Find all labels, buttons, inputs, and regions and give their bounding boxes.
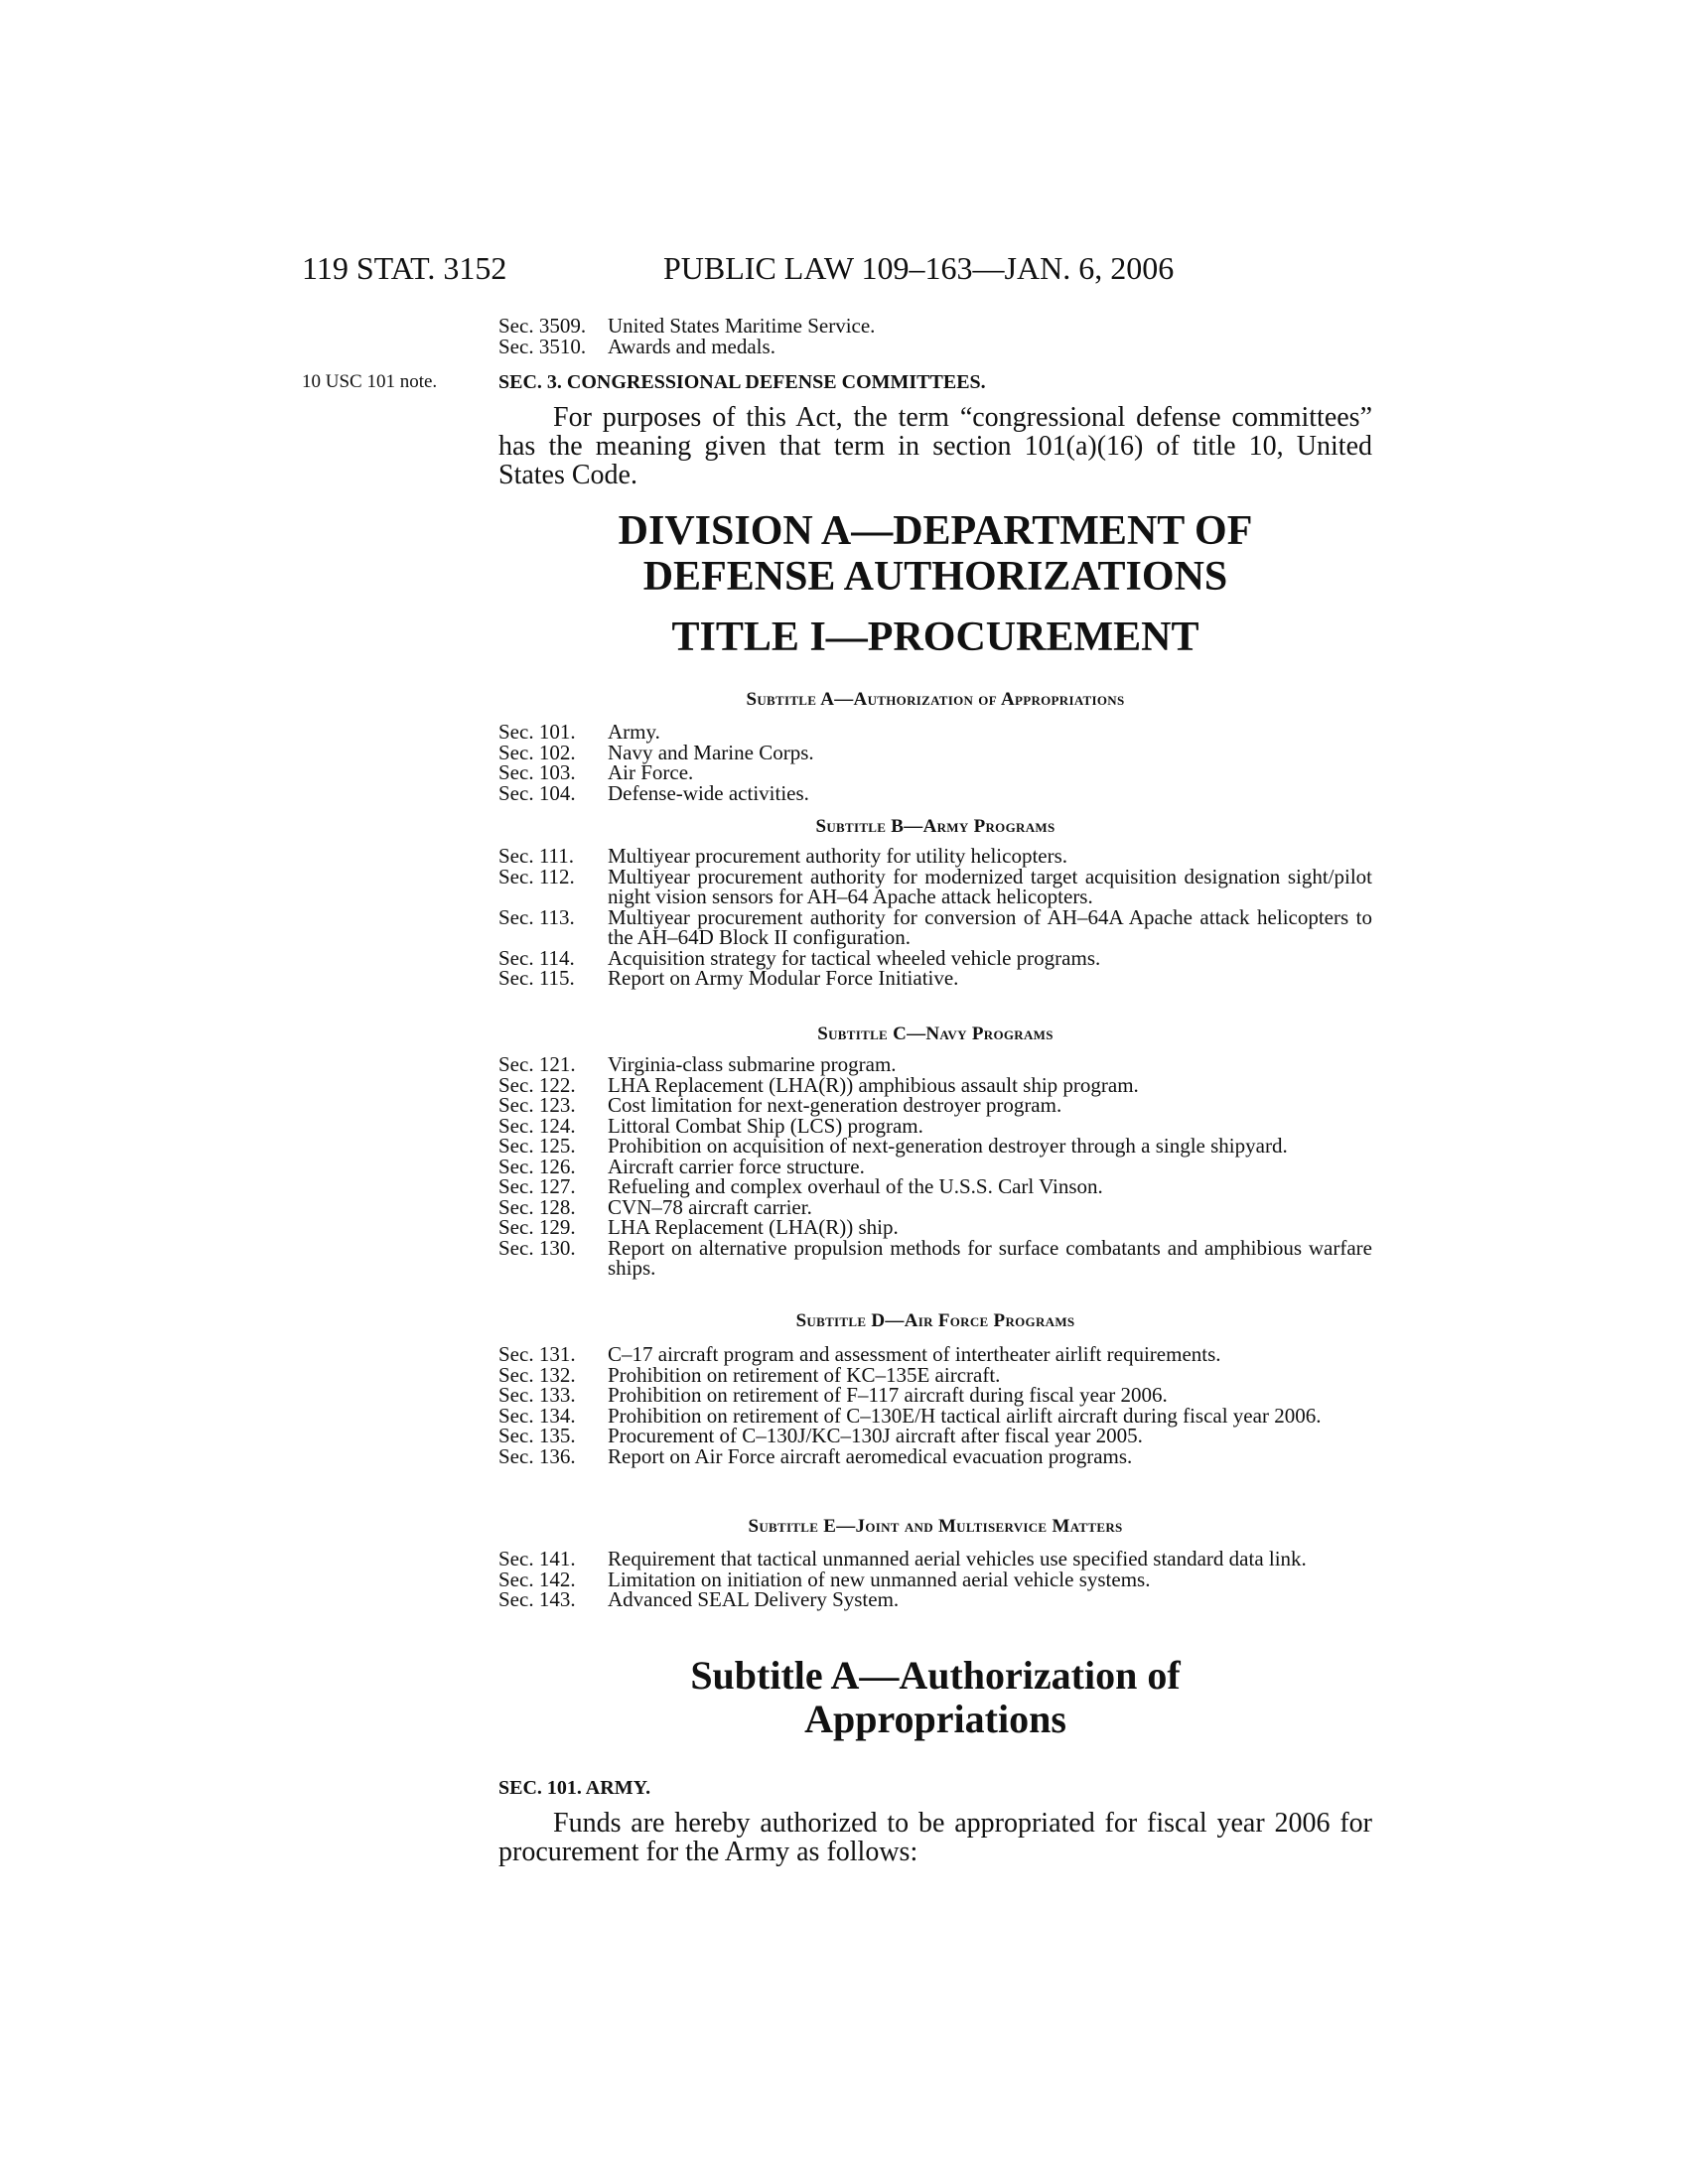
toc-item [498,1154,1372,1178]
sec3-body [498,403,1372,489]
toc-item [498,1344,1372,1365]
toc-sec-number: Sec. 115. [498,966,575,990]
subtitle-b-toc-heading: Subtitle B—Army Programs [815,816,1055,837]
toc-sec-title: Prohibition on acquisition of next-generation destroyer through a single shipyard. [608,1134,1288,1158]
toc-sec-number: Sec. 114. [498,945,575,970]
toc-sec-title: Advanced SEAL Delivery System. [608,1587,900,1611]
toc-item [498,1549,1372,1570]
toc-sec-number: Sec. 111. [498,844,575,868]
toc-item [498,1567,1372,1591]
toc-sec-title: Report on Air Force aircraft aeromedical evacuation programs. [608,1443,1133,1468]
subtitle-a-heading [498,1654,1372,1741]
toc-item [498,1113,1372,1138]
division-heading [498,508,1372,600]
division-line-2: DEFENSE AUTHORIZATIONS [642,554,1228,600]
toc-sec-title: Prohibition on retirement of C–130E/H tactical airlift aircraft during fiscal year 2006. [608,1403,1322,1428]
subtitle-d-toc [498,1344,1372,1466]
toc-item [498,1426,1372,1446]
toc-item [498,722,1372,743]
toc-item [498,1443,1372,1468]
toc-sec-title: Navy and Marine Corps. [608,740,814,764]
subtitle-b-toc [498,846,1372,989]
toc-sec-number: Sec. 143. [498,1587,576,1611]
toc-sec-number: Sec. 133. [498,1383,576,1407]
toc-sec-title: Report on Army Modular Force Initiative. [608,966,959,990]
toc-sec-number: Sec. 101. [498,720,576,744]
toc-sec-title: Virginia-class submarine program. [608,1052,897,1076]
sec3-heading: SEC. 3. CONGRESSIONAL DEFENSE COMMITTEES. [498,371,986,393]
subtitle-a-heading-line-2: Appropriations [804,1697,1066,1741]
subtitle-a-toc-heading: Subtitle A—Authorization of Appropriations [746,689,1125,710]
toc-sec-title: Prohibition on retirement of F–117 aircraft during fiscal year 2006. [608,1383,1168,1407]
toc-item [498,1176,1372,1197]
subtitle-d-toc-heading: Subtitle D—Air Force Programs [795,1310,1075,1331]
toc-item [498,1072,1372,1097]
toc-item [498,1054,1372,1075]
toc-sec-number: Sec. 141. [498,1547,576,1570]
toc-item [498,1235,1372,1280]
toc-sec-title: Requirement that tactical unmanned aerial vehicles use specified standard data link. [608,1547,1307,1570]
toc-sec-title: Army. [608,720,660,744]
toc-item [498,762,1372,783]
toc-sec-number: Sec. 112. [498,864,575,888]
toc-sec-title: Defense-wide activities. [608,780,809,805]
toc-sec-title: Procurement of C–130J/KC–130J aircraft after fiscal year 2005. [608,1424,1143,1447]
toc-sec-title: Air Force. [608,760,694,784]
toc-sec-title: Refueling and complex overhaul of the U.S.S. Carl Vinson. [608,1174,1103,1198]
toc-carryover [498,316,1372,356]
subtitle-e-toc-heading: Subtitle E—Joint and Multiservice Matters [748,1516,1123,1537]
toc-sec-title: Multiyear procurement authority for utility helicopters. [608,844,1068,868]
toc-sec-number: Sec. 134. [498,1403,576,1428]
toc-item [498,1217,1372,1238]
toc-sec-number: Sec. 131. [498,1342,576,1366]
toc-item [498,316,1372,337]
toc-sec-number: Sec. 3510. [498,334,587,358]
toc-sec-title: LHA Replacement (LHA(R)) amphibious assault ship program. [608,1072,1139,1097]
toc-item [498,1403,1372,1428]
toc-sec-number: Sec. 102. [498,740,576,764]
toc-sec-number: Sec. 130. [498,1235,576,1260]
toc-sec-title: Aircraft carrier force structure. [608,1154,865,1178]
toc-item [498,864,1372,908]
toc-item [498,1136,1372,1157]
toc-sec-number: Sec. 135. [498,1424,576,1447]
toc-sec-title: Littoral Combat Ship (LCS) program. [608,1113,923,1138]
toc-sec-number: Sec. 125. [498,1134,576,1158]
subtitle-c-toc [498,1054,1372,1279]
toc-sec-title: Multiyear procurement authority for modernized target acquisition designation sight/pilot night vision sensors for AH–64 Apache attack helicopters. [608,864,1372,908]
sec101-heading: SEC. 101. ARMY. [498,1777,651,1799]
subtitle-e-toc [498,1549,1372,1610]
toc-sec-number: Sec. 128. [498,1194,576,1219]
toc-sec-number: Sec. 121. [498,1052,576,1076]
toc-sec-title: Prohibition on retirement of KC–135E aircraft. [608,1362,1001,1387]
toc-sec-number: Sec. 127. [498,1174,576,1198]
toc-item [498,1589,1372,1610]
margin-note: 10 USC 101 note. [302,371,438,392]
toc-sec-title: Limitation on initiation of new unmanned aerial vehicle systems. [608,1567,1151,1591]
toc-sec-number: Sec. 132. [498,1362,576,1387]
toc-sec-title: LHA Replacement (LHA(R)) ship. [608,1215,899,1239]
statute-page-number: 119 STAT. 3152 [302,250,507,286]
toc-item [498,740,1372,764]
toc-item [498,1095,1372,1116]
toc-sec-number: Sec. 3509. [498,314,587,338]
toc-item [498,945,1372,970]
running-header: PUBLIC LAW 109–163—JAN. 6, 2006 [663,250,1175,286]
toc-item [498,846,1372,867]
subtitle-a-toc [498,722,1372,803]
toc-sec-title: United States Maritime Service. [608,314,876,338]
toc-sec-number: Sec. 124. [498,1113,576,1138]
toc-sec-title: Awards and medals. [608,334,775,358]
toc-item [498,334,1372,358]
toc-sec-number: Sec. 123. [498,1093,576,1117]
toc-item [498,780,1372,805]
toc-sec-title: Acquisition strategy for tactical wheeled vehicle programs. [608,945,1101,970]
toc-item [498,1194,1372,1219]
subtitle-c-toc-heading: Subtitle C—Navy Programs [817,1024,1054,1044]
sec101-paragraph: Funds are hereby authorized to be appropriated for fiscal year 2006 for procurement for the Army as follows: [498,1808,1372,1867]
sec3-paragraph: For purposes of this Act, the term “congressional defense committees” has the meaning given that term in section 101(a)(16) of title 10, United States Code. [498,402,1372,490]
toc-sec-number: Sec. 136. [498,1443,576,1468]
division-line-1: DIVISION A—DEPARTMENT OF [618,508,1253,554]
toc-sec-title: C–17 aircraft program and assessment of intertheater airlift requirements. [608,1342,1221,1366]
toc-sec-number: Sec. 122. [498,1072,576,1097]
toc-item [498,1362,1372,1387]
title-heading: TITLE I—PROCUREMENT [671,614,1199,660]
toc-item [498,904,1372,949]
toc-sec-title: Cost limitation for next-generation destroyer program. [608,1093,1062,1117]
toc-sec-title: CVN–78 aircraft carrier. [608,1194,812,1219]
toc-sec-number: Sec. 104. [498,780,576,805]
toc-sec-title: Multiyear procurement authority for conversion of AH–64A Apache attack helicopters to the AH–64D Block II configuration. [608,904,1372,949]
sec101-body [498,1809,1372,1866]
toc-item [498,1385,1372,1406]
toc-sec-number: Sec. 113. [498,904,575,929]
toc-sec-number: Sec. 103. [498,760,576,784]
toc-sec-number: Sec. 142. [498,1567,576,1591]
toc-sec-number: Sec. 126. [498,1154,576,1178]
subtitle-a-heading-line-1: Subtitle A—Authorization of [690,1653,1181,1698]
toc-sec-number: Sec. 129. [498,1215,576,1239]
toc-sec-title: Report on alternative propulsion methods for surface combatants and amphibious warfare ships. [608,1235,1372,1280]
toc-item [498,968,1372,989]
